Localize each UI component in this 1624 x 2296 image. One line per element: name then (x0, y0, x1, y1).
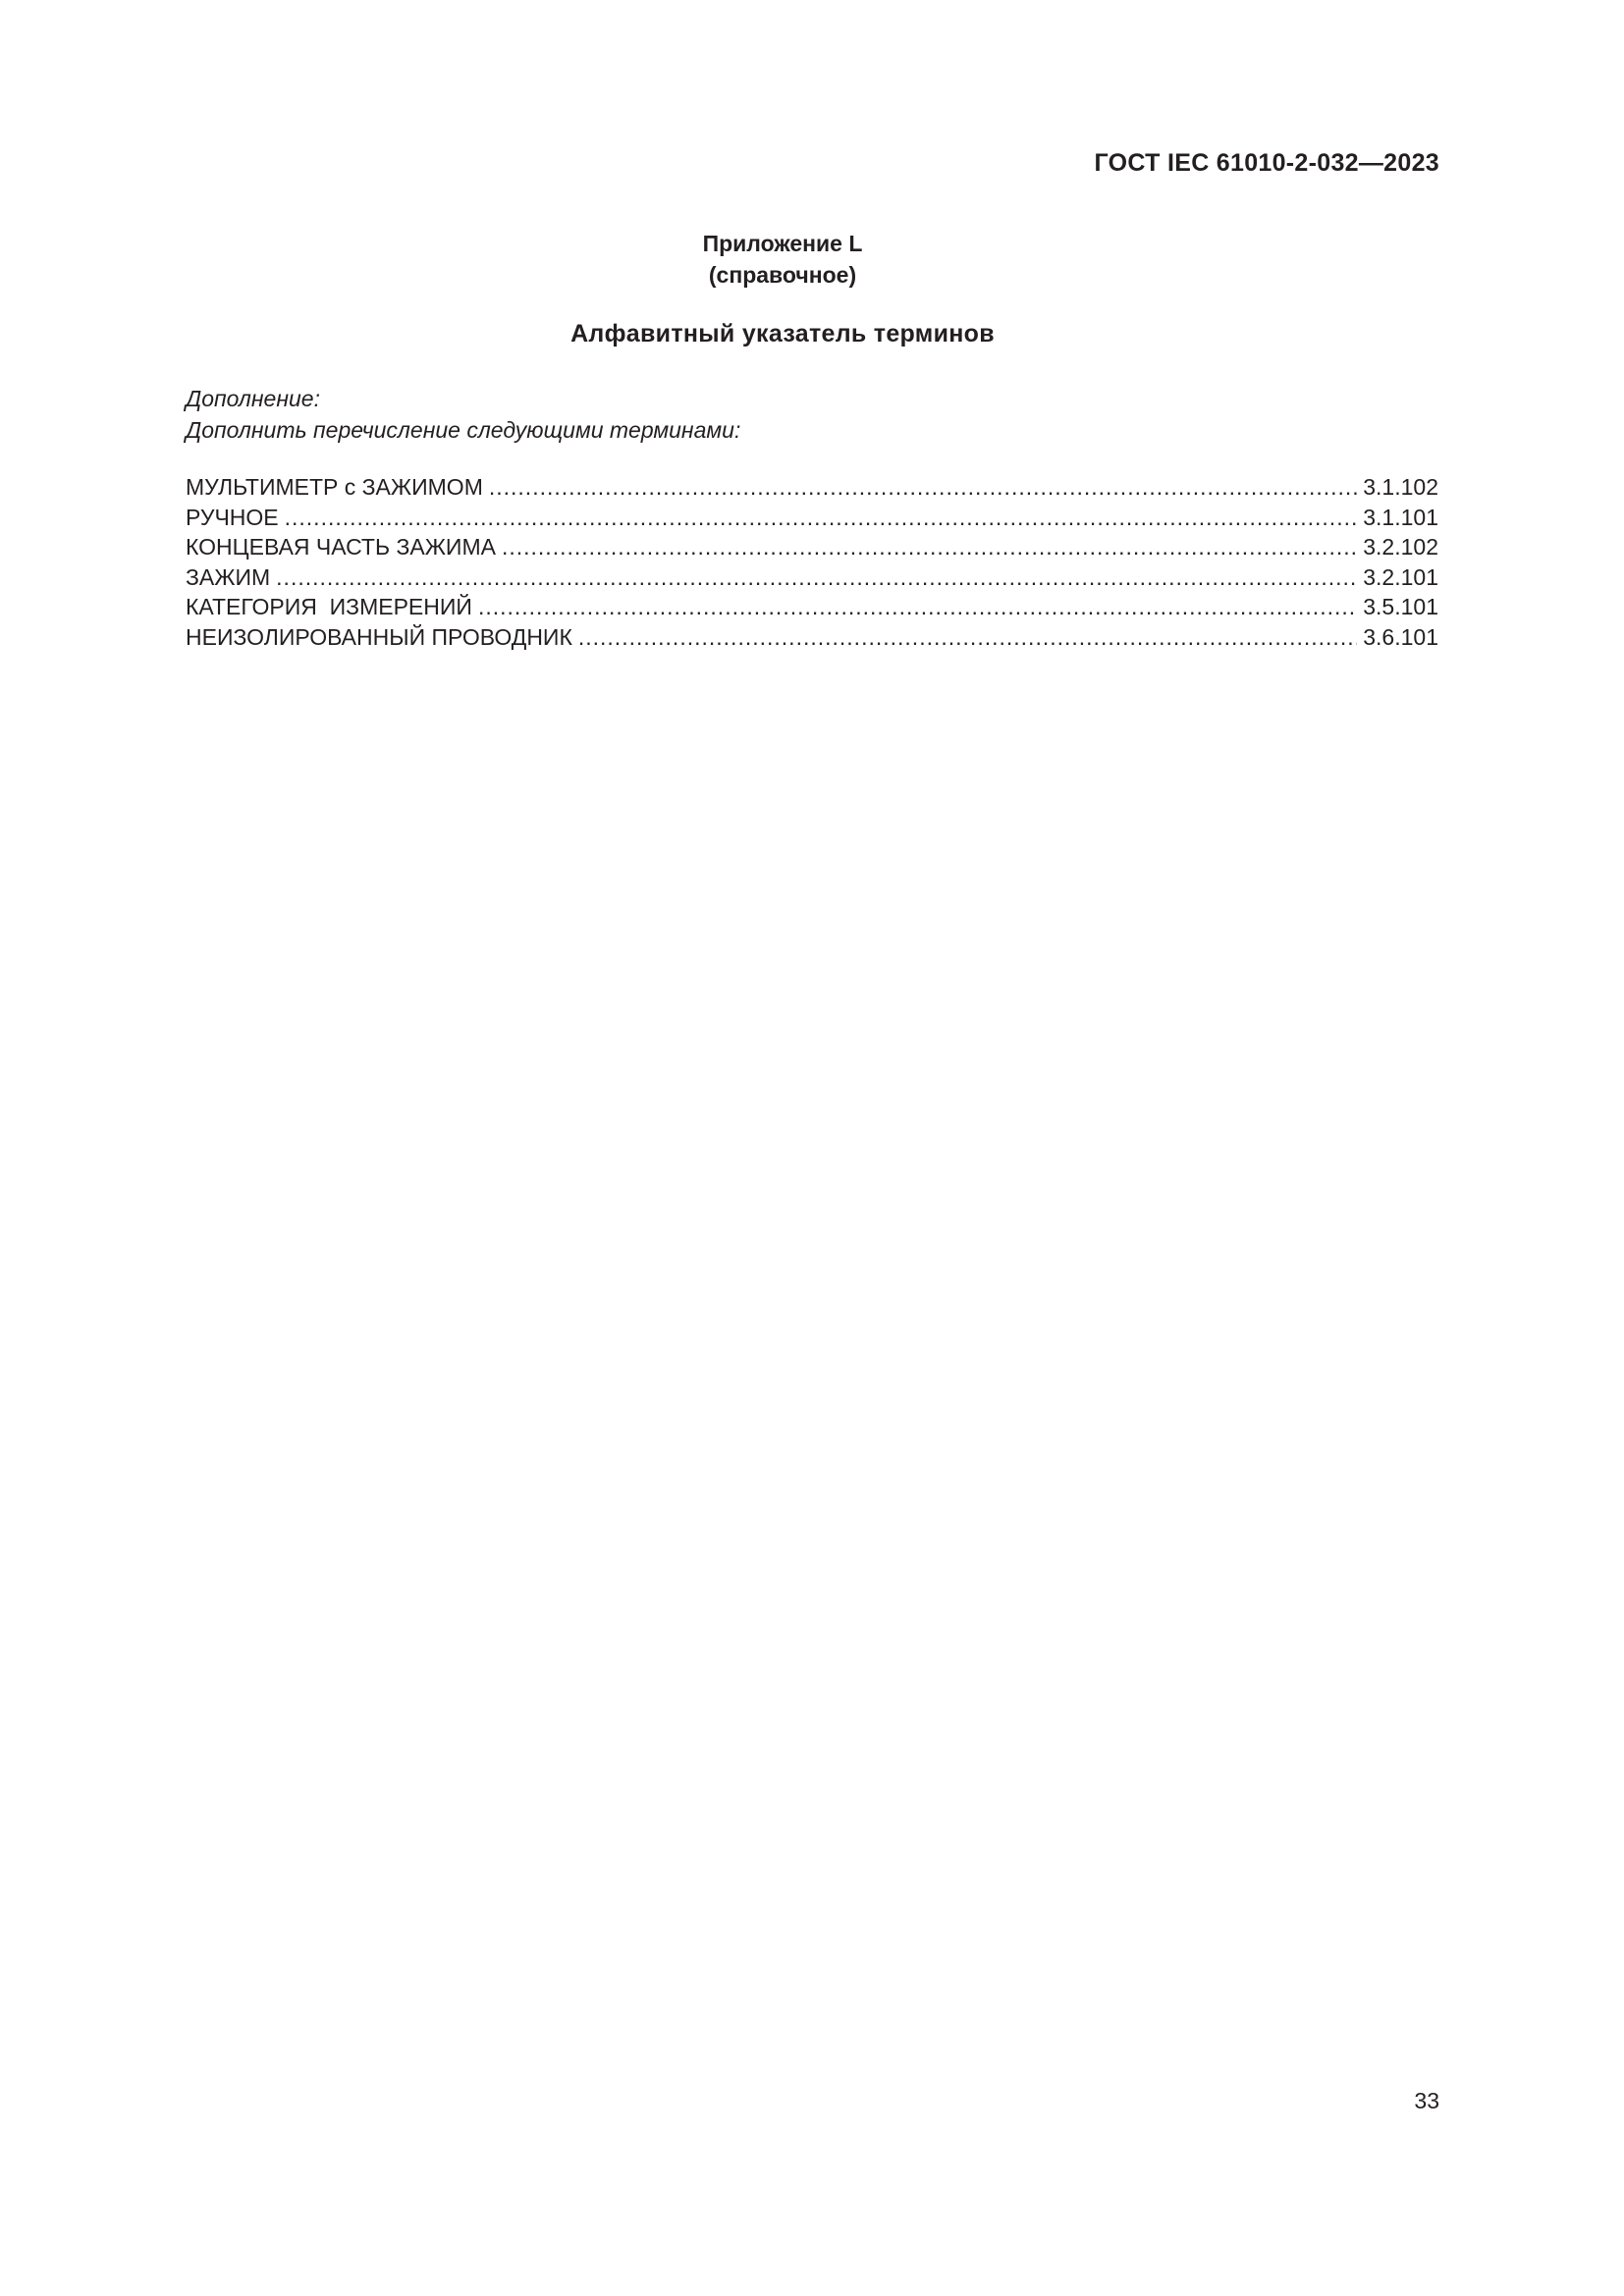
annex-subtitle: (справочное) (708, 262, 857, 288)
page-number: 33 (1414, 2088, 1439, 2113)
term-reference: 3.2.102 (1363, 534, 1438, 560)
annex-title: Приложение L (702, 231, 863, 256)
term-row (186, 503, 1438, 533)
dot-leader (276, 562, 1357, 593)
term-reference: 3.5.101 (1363, 594, 1438, 619)
term-name: КОНЦЕВАЯ ЧАСТЬ ЗАЖИМА (186, 534, 496, 560)
terms-list (186, 472, 1438, 652)
term-name: РУЧНОЕ (186, 504, 279, 530)
term-row (186, 622, 1438, 653)
dot-leader (489, 472, 1357, 503)
term-reference: 3.1.102 (1363, 474, 1438, 500)
dot-leader (502, 532, 1357, 562)
annex-heading (0, 228, 1565, 291)
term-reference: 3.1.101 (1363, 504, 1438, 530)
term-name: КАТЕГОРИЯ ИЗМЕРЕНИЙ (186, 594, 472, 619)
term-row (186, 532, 1438, 562)
intro-text (186, 383, 740, 446)
term-reference: 3.2.101 (1363, 563, 1438, 590)
index-title: Алфавитный указатель терминов (570, 320, 995, 347)
dot-leader (285, 503, 1358, 533)
term-name: ЗАЖИМ (186, 563, 271, 590)
term-row (186, 592, 1438, 622)
dot-leader (578, 622, 1357, 653)
term-row (186, 562, 1438, 593)
intro-line-instruction: Дополнить перечисление следующими терминами: (186, 417, 741, 443)
term-row (186, 472, 1438, 503)
dot-leader (478, 592, 1357, 622)
term-name: НЕИЗОЛИРОВАННЫЙ ПРОВОДНИК (186, 623, 572, 650)
intro-line-addition: Дополнение: (186, 386, 320, 411)
document-code: ГОСТ IEC 61010-2-032—2023 (1094, 149, 1439, 177)
term-name: МУЛЬТИМЕТР с ЗАЖИМОМ (186, 474, 483, 500)
term-reference: 3.6.101 (1363, 623, 1438, 650)
